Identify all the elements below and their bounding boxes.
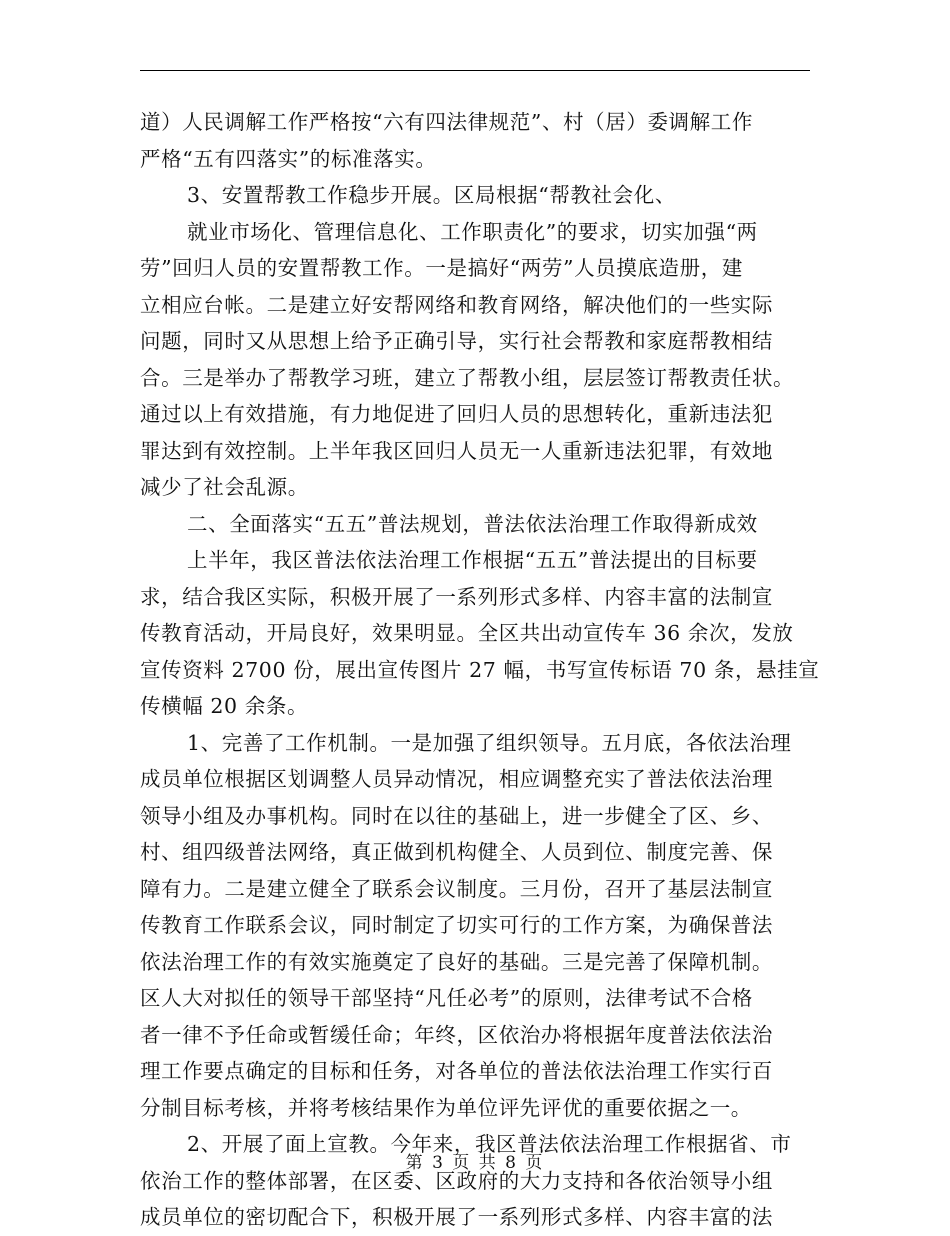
paragraph-start: 2、开展了面上宣教。今年来，我区普法依法治理工作根据省、市 (187, 1132, 792, 1156)
text-line: 传横幅 20 余条。 (140, 694, 309, 718)
text-line: 宣传资料 2700 份，展出宣传图片 27 幅，书写宣传标语 70 条，悬挂宣 (140, 657, 820, 682)
header-rule (140, 70, 810, 71)
text-line: 罪达到有效控制。上半年我区回归人员无一人重新违法犯罪，有效地 (140, 438, 773, 463)
paragraph-start: 上半年，我区普法依法治理工作根据“五五”普法提出的目标要 (187, 548, 758, 572)
text-line: 减少了社会乱源。 (140, 475, 309, 499)
paragraph-start: 3、安置帮教工作稳步开展。区局根据“帮教社会化、 (187, 183, 676, 207)
text-line: 问题，同时又从思想上给予正确引导，实行社会帮教和家庭帮教相结 (140, 329, 773, 353)
document-body (140, 104, 820, 1236)
text-line: 传教育活动，开局良好，效果明显。全区共出动宣传车 36 余次，发放 (140, 621, 794, 645)
text-line: 就业市场化、管理信息化、工作职责化”的要求，切实加强“两 (187, 219, 758, 244)
text-line: 区人大对拟任的领导干部坚持“凡任必考”的原则，法律考试不合格 (140, 986, 753, 1010)
text-line: 障有力。二是建立健全了联系会议制度。三月份，召开了基层法制宣 (140, 876, 773, 901)
text-line: 传教育工作联系会议，同时制定了切实可行的工作方案，为确保普法 (140, 913, 773, 937)
text-line: 领导小组及办事机构。同时在以往的基础上，进一步健全了区、乡、 (140, 803, 773, 828)
text-line: 村、组四级普法网络，真正做到机构健全、人员到位、制度完善、保 (140, 840, 773, 864)
text-line: 立相应台帐。二是建立好安帮网络和教育网络，解决他们的一些实际 (140, 292, 773, 317)
text-line: 严格“五有四落实”的标准落实。 (140, 146, 437, 171)
text-line: 求，结合我区实际，积极开展了一系列形式多样、内容丰富的法制宣 (140, 584, 773, 609)
text-line: 依治工作的整体部署，在区委、区政府的大力支持和各依治领导小组 (140, 1168, 773, 1193)
text-line: 依法治理工作的有效实施奠定了良好的基础。三是完善了保障机制。 (140, 949, 773, 974)
text-line: 道）人民调解工作严格按“六有四法律规范”、村（居）委调解工作 (140, 110, 753, 134)
text-line: 理工作要点确定的目标和任务，对各单位的普法依法治理工作实行百 (140, 1059, 773, 1083)
text-line: 劳”回归人员的安置帮教工作。一是搞好“两劳”人员摸底造册，建 (140, 256, 743, 280)
text-line: 者一律不予任命或暂缓任命；年终，区依治办将根据年度普法依法治 (140, 1022, 773, 1047)
text-line: 成员单位根据区划调整人员异动情况，相应调整充实了普法依法治理 (140, 767, 773, 791)
text-line: 分制目标考核，并将考核结果作为单位评先评优的重要依据之一。 (140, 1095, 752, 1120)
text-line: 成员单位的密切配合下，积极开展了一系列形式多样、内容丰富的法 (140, 1205, 773, 1229)
paragraph-start: 1、完善了工作机制。一是加强了组织领导。五月底，各依法治理 (187, 730, 792, 755)
text-line: 合。三是举办了帮教学习班，建立了帮教小组，层层签订帮教责任状。 (140, 365, 795, 390)
text-line: 通过以上有效措施，有力地促进了回归人员的思想转化，重新违法犯 (140, 402, 773, 426)
page-number-footer: 第 3 页 共 8 页 (405, 1153, 545, 1173)
section-heading: 二、全面落实“五五”普法规划，普法依法治理工作取得新成效 (187, 511, 758, 536)
